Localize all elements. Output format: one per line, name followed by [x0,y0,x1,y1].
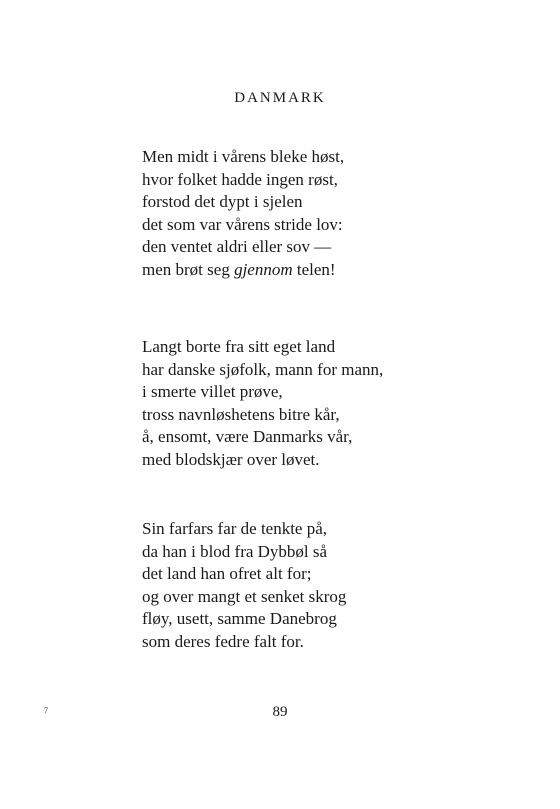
verse-line: å, ensomt, være Danmarks vår, [142,427,353,446]
verse-line: har danske sjøfolk, mann for mann, [142,359,384,379]
verse-line: det som var vårens stride lov: [142,214,343,234]
verse-line [142,259,344,282]
verse-line: med blodskjær over løvet. [142,449,320,469]
stanza-3 [142,518,346,653]
verse-line: i smerte villet prøve, [142,382,283,401]
verse-line: Langt borte fra sitt eget land [142,337,336,356]
verse-line: fløy, usett, samme Danebrog [142,609,337,628]
verse-line: det land han ofret alt for; [142,564,312,583]
verse-line: og over mangt et senket skrog [142,586,347,606]
stanza-1 [142,146,344,281]
verse-line: tross navnløshetens bitre kår, [142,404,340,424]
verse-line: Sin farfars far de tenkte på, [142,519,328,538]
verse-text: men brøt seg [142,259,235,279]
verse-line: forstod det dypt i sjelen [142,192,303,211]
verse-italic-word: gjennom [234,259,293,279]
verse-text: telen! [292,259,336,279]
poem-title: DANMARK [234,90,326,106]
verse-line: Men midt i vårens bleke høst, [142,147,345,166]
page-number: 89 [272,704,288,720]
verse-line: som deres fedre falt for. [142,631,304,651]
verse-line: den ventet aldri eller sov — [142,237,332,256]
verse-line: hvor folket hadde ingen røst, [142,169,338,189]
stanza-2 [142,336,383,471]
margin-mark: 7 [44,706,48,715]
verse-line: da han i blod fra Dybbøl så [142,541,328,561]
